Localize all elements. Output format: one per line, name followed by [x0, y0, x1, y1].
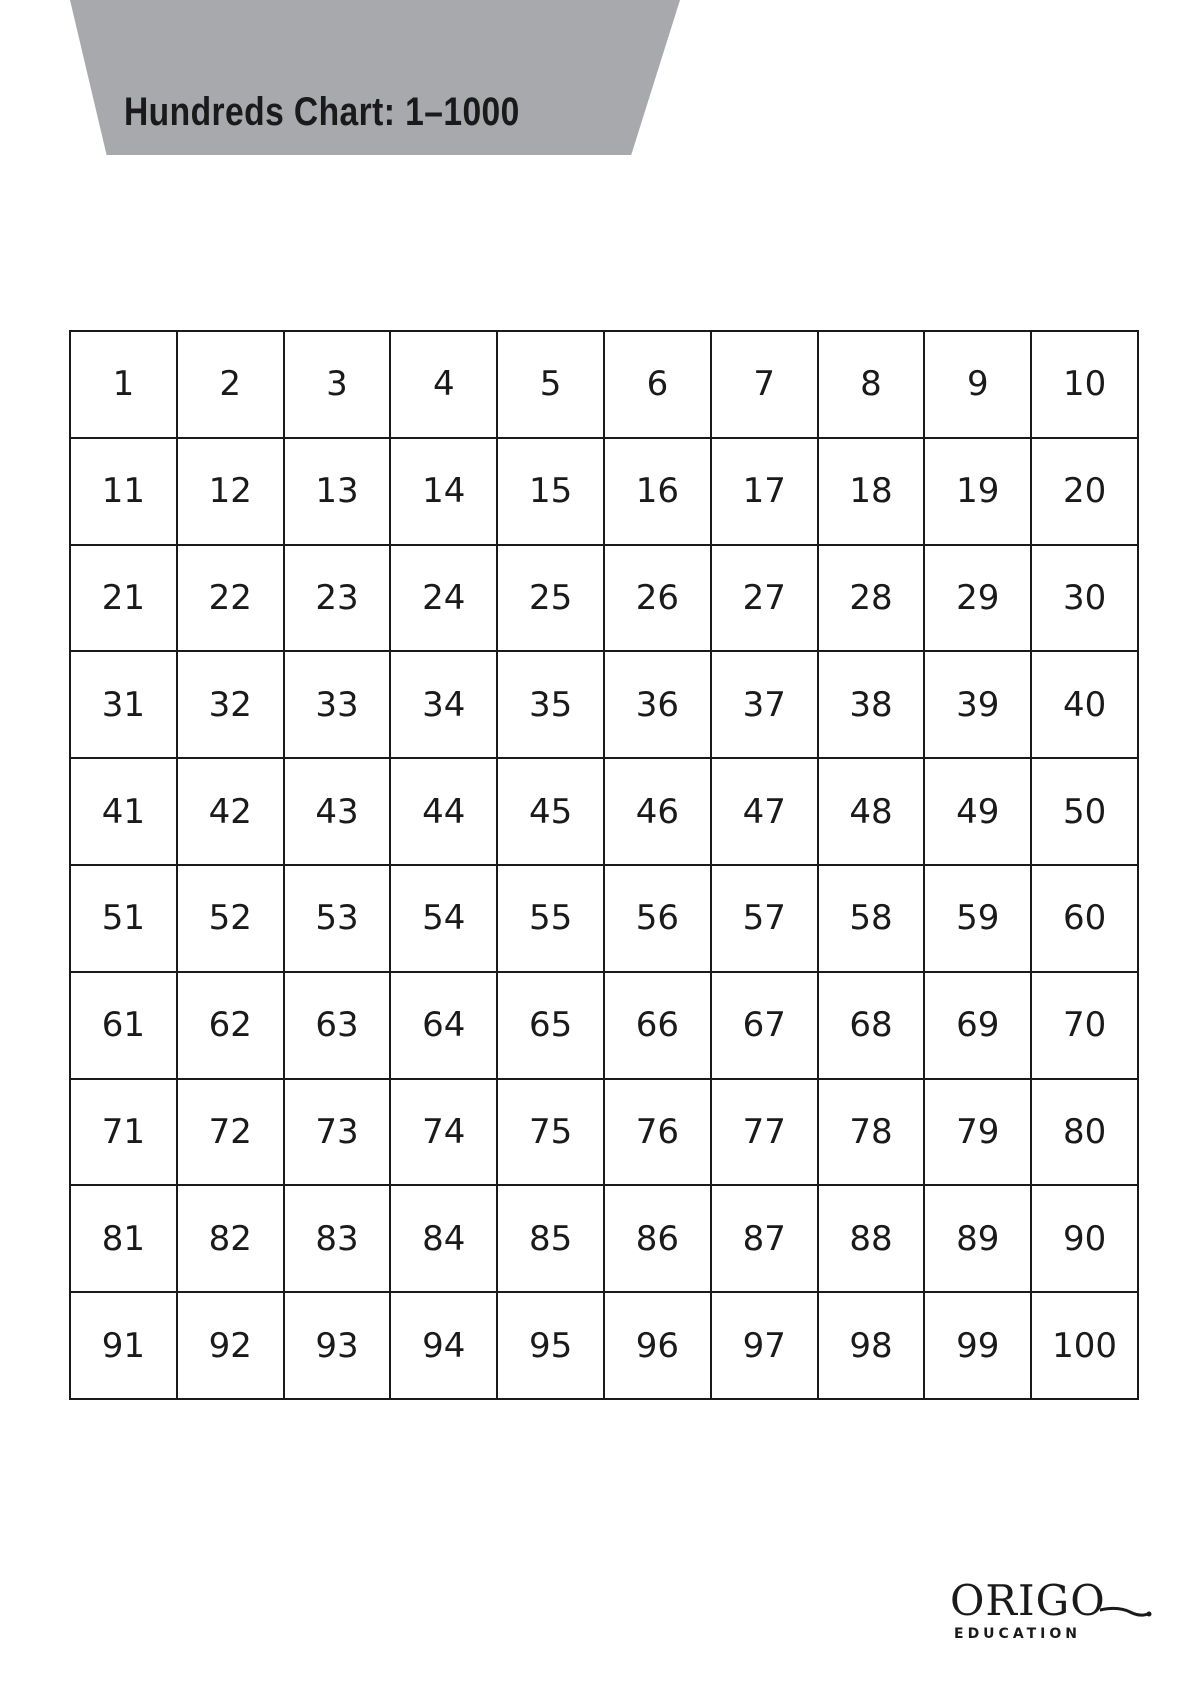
chart-cell: 66 — [605, 973, 712, 1080]
chart-cell: 86 — [605, 1186, 712, 1293]
chart-cell: 6 — [605, 332, 712, 439]
chart-cell: 71 — [71, 1080, 178, 1187]
chart-cell: 85 — [498, 1186, 605, 1293]
chart-cell: 67 — [712, 973, 819, 1080]
chart-cell: 84 — [391, 1186, 498, 1293]
chart-cell: 61 — [71, 973, 178, 1080]
chart-cell: 100 — [1032, 1293, 1139, 1400]
chart-cell: 80 — [1032, 1080, 1139, 1187]
chart-cell: 31 — [71, 652, 178, 759]
chart-cell: 26 — [605, 546, 712, 653]
chart-cell: 16 — [605, 439, 712, 546]
chart-cell: 34 — [391, 652, 498, 759]
chart-cell: 99 — [925, 1293, 1032, 1400]
chart-cell: 8 — [819, 332, 926, 439]
chart-cell: 2 — [178, 332, 285, 439]
chart-cell: 53 — [285, 866, 392, 973]
chart-cell: 39 — [925, 652, 1032, 759]
page-title: Hundreds Chart: 1–1000 — [124, 90, 520, 134]
chart-cell: 69 — [925, 973, 1032, 1080]
chart-cell: 77 — [712, 1080, 819, 1187]
hundreds-chart-grid — [69, 330, 1139, 1400]
chart-cell: 81 — [71, 1186, 178, 1293]
chart-cell: 91 — [71, 1293, 178, 1400]
chart-cell: 14 — [391, 439, 498, 546]
chart-cell: 87 — [712, 1186, 819, 1293]
chart-cell: 79 — [925, 1080, 1032, 1187]
chart-cell: 24 — [391, 546, 498, 653]
chart-cell: 3 — [285, 332, 392, 439]
chart-cell: 57 — [712, 866, 819, 973]
chart-cell: 73 — [285, 1080, 392, 1187]
chart-cell: 48 — [819, 759, 926, 866]
chart-cell: 89 — [925, 1186, 1032, 1293]
chart-cell: 43 — [285, 759, 392, 866]
chart-cell: 83 — [285, 1186, 392, 1293]
chart-cell: 98 — [819, 1293, 926, 1400]
logo-swoosh-icon — [1100, 1588, 1152, 1622]
chart-cell: 63 — [285, 973, 392, 1080]
chart-cell: 10 — [1032, 332, 1139, 439]
chart-cell: 25 — [498, 546, 605, 653]
chart-cell: 13 — [285, 439, 392, 546]
chart-cell: 59 — [925, 866, 1032, 973]
chart-cell: 36 — [605, 652, 712, 759]
chart-cell: 52 — [178, 866, 285, 973]
chart-cell: 41 — [71, 759, 178, 866]
chart-cell: 32 — [178, 652, 285, 759]
chart-cell: 50 — [1032, 759, 1139, 866]
chart-cell: 29 — [925, 546, 1032, 653]
chart-cell: 97 — [712, 1293, 819, 1400]
chart-cell: 54 — [391, 866, 498, 973]
chart-cell: 75 — [498, 1080, 605, 1187]
chart-cell: 76 — [605, 1080, 712, 1187]
chart-cell: 42 — [178, 759, 285, 866]
chart-cell: 9 — [925, 332, 1032, 439]
chart-cell: 7 — [712, 332, 819, 439]
chart-cell: 68 — [819, 973, 926, 1080]
chart-cell: 44 — [391, 759, 498, 866]
chart-cell: 22 — [178, 546, 285, 653]
chart-cell: 93 — [285, 1293, 392, 1400]
chart-cell: 1 — [71, 332, 178, 439]
chart-cell: 23 — [285, 546, 392, 653]
chart-cell: 74 — [391, 1080, 498, 1187]
chart-cell: 92 — [178, 1293, 285, 1400]
chart-cell: 35 — [498, 652, 605, 759]
origo-education-logo — [950, 1578, 1150, 1648]
chart-cell: 18 — [819, 439, 926, 546]
chart-cell: 20 — [1032, 439, 1139, 546]
chart-cell: 4 — [391, 332, 498, 439]
chart-cell: 49 — [925, 759, 1032, 866]
chart-cell: 19 — [925, 439, 1032, 546]
logo-wordmark: ORIGO — [950, 1576, 1106, 1625]
chart-cell: 45 — [498, 759, 605, 866]
chart-cell: 56 — [605, 866, 712, 973]
chart-cell: 96 — [605, 1293, 712, 1400]
chart-cell: 55 — [498, 866, 605, 973]
chart-cell: 47 — [712, 759, 819, 866]
chart-cell: 12 — [178, 439, 285, 546]
chart-cell: 62 — [178, 973, 285, 1080]
chart-cell: 28 — [819, 546, 926, 653]
chart-cell: 70 — [1032, 973, 1139, 1080]
chart-cell: 30 — [1032, 546, 1139, 653]
chart-cell: 58 — [819, 866, 926, 973]
chart-cell: 64 — [391, 973, 498, 1080]
chart-cell: 94 — [391, 1293, 498, 1400]
chart-cell: 38 — [819, 652, 926, 759]
chart-cell: 33 — [285, 652, 392, 759]
chart-cell: 95 — [498, 1293, 605, 1400]
logo-subtitle: EDUCATION — [954, 1626, 1081, 1642]
chart-cell: 46 — [605, 759, 712, 866]
chart-cell: 37 — [712, 652, 819, 759]
chart-cell: 65 — [498, 973, 605, 1080]
chart-cell: 40 — [1032, 652, 1139, 759]
chart-cell: 90 — [1032, 1186, 1139, 1293]
chart-cell: 88 — [819, 1186, 926, 1293]
chart-cell: 72 — [178, 1080, 285, 1187]
chart-cell: 82 — [178, 1186, 285, 1293]
chart-cell: 15 — [498, 439, 605, 546]
chart-cell: 21 — [71, 546, 178, 653]
chart-cell: 51 — [71, 866, 178, 973]
chart-cell: 5 — [498, 332, 605, 439]
chart-cell: 60 — [1032, 866, 1139, 973]
chart-cell: 78 — [819, 1080, 926, 1187]
chart-cell: 11 — [71, 439, 178, 546]
chart-cell: 27 — [712, 546, 819, 653]
chart-cell: 17 — [712, 439, 819, 546]
